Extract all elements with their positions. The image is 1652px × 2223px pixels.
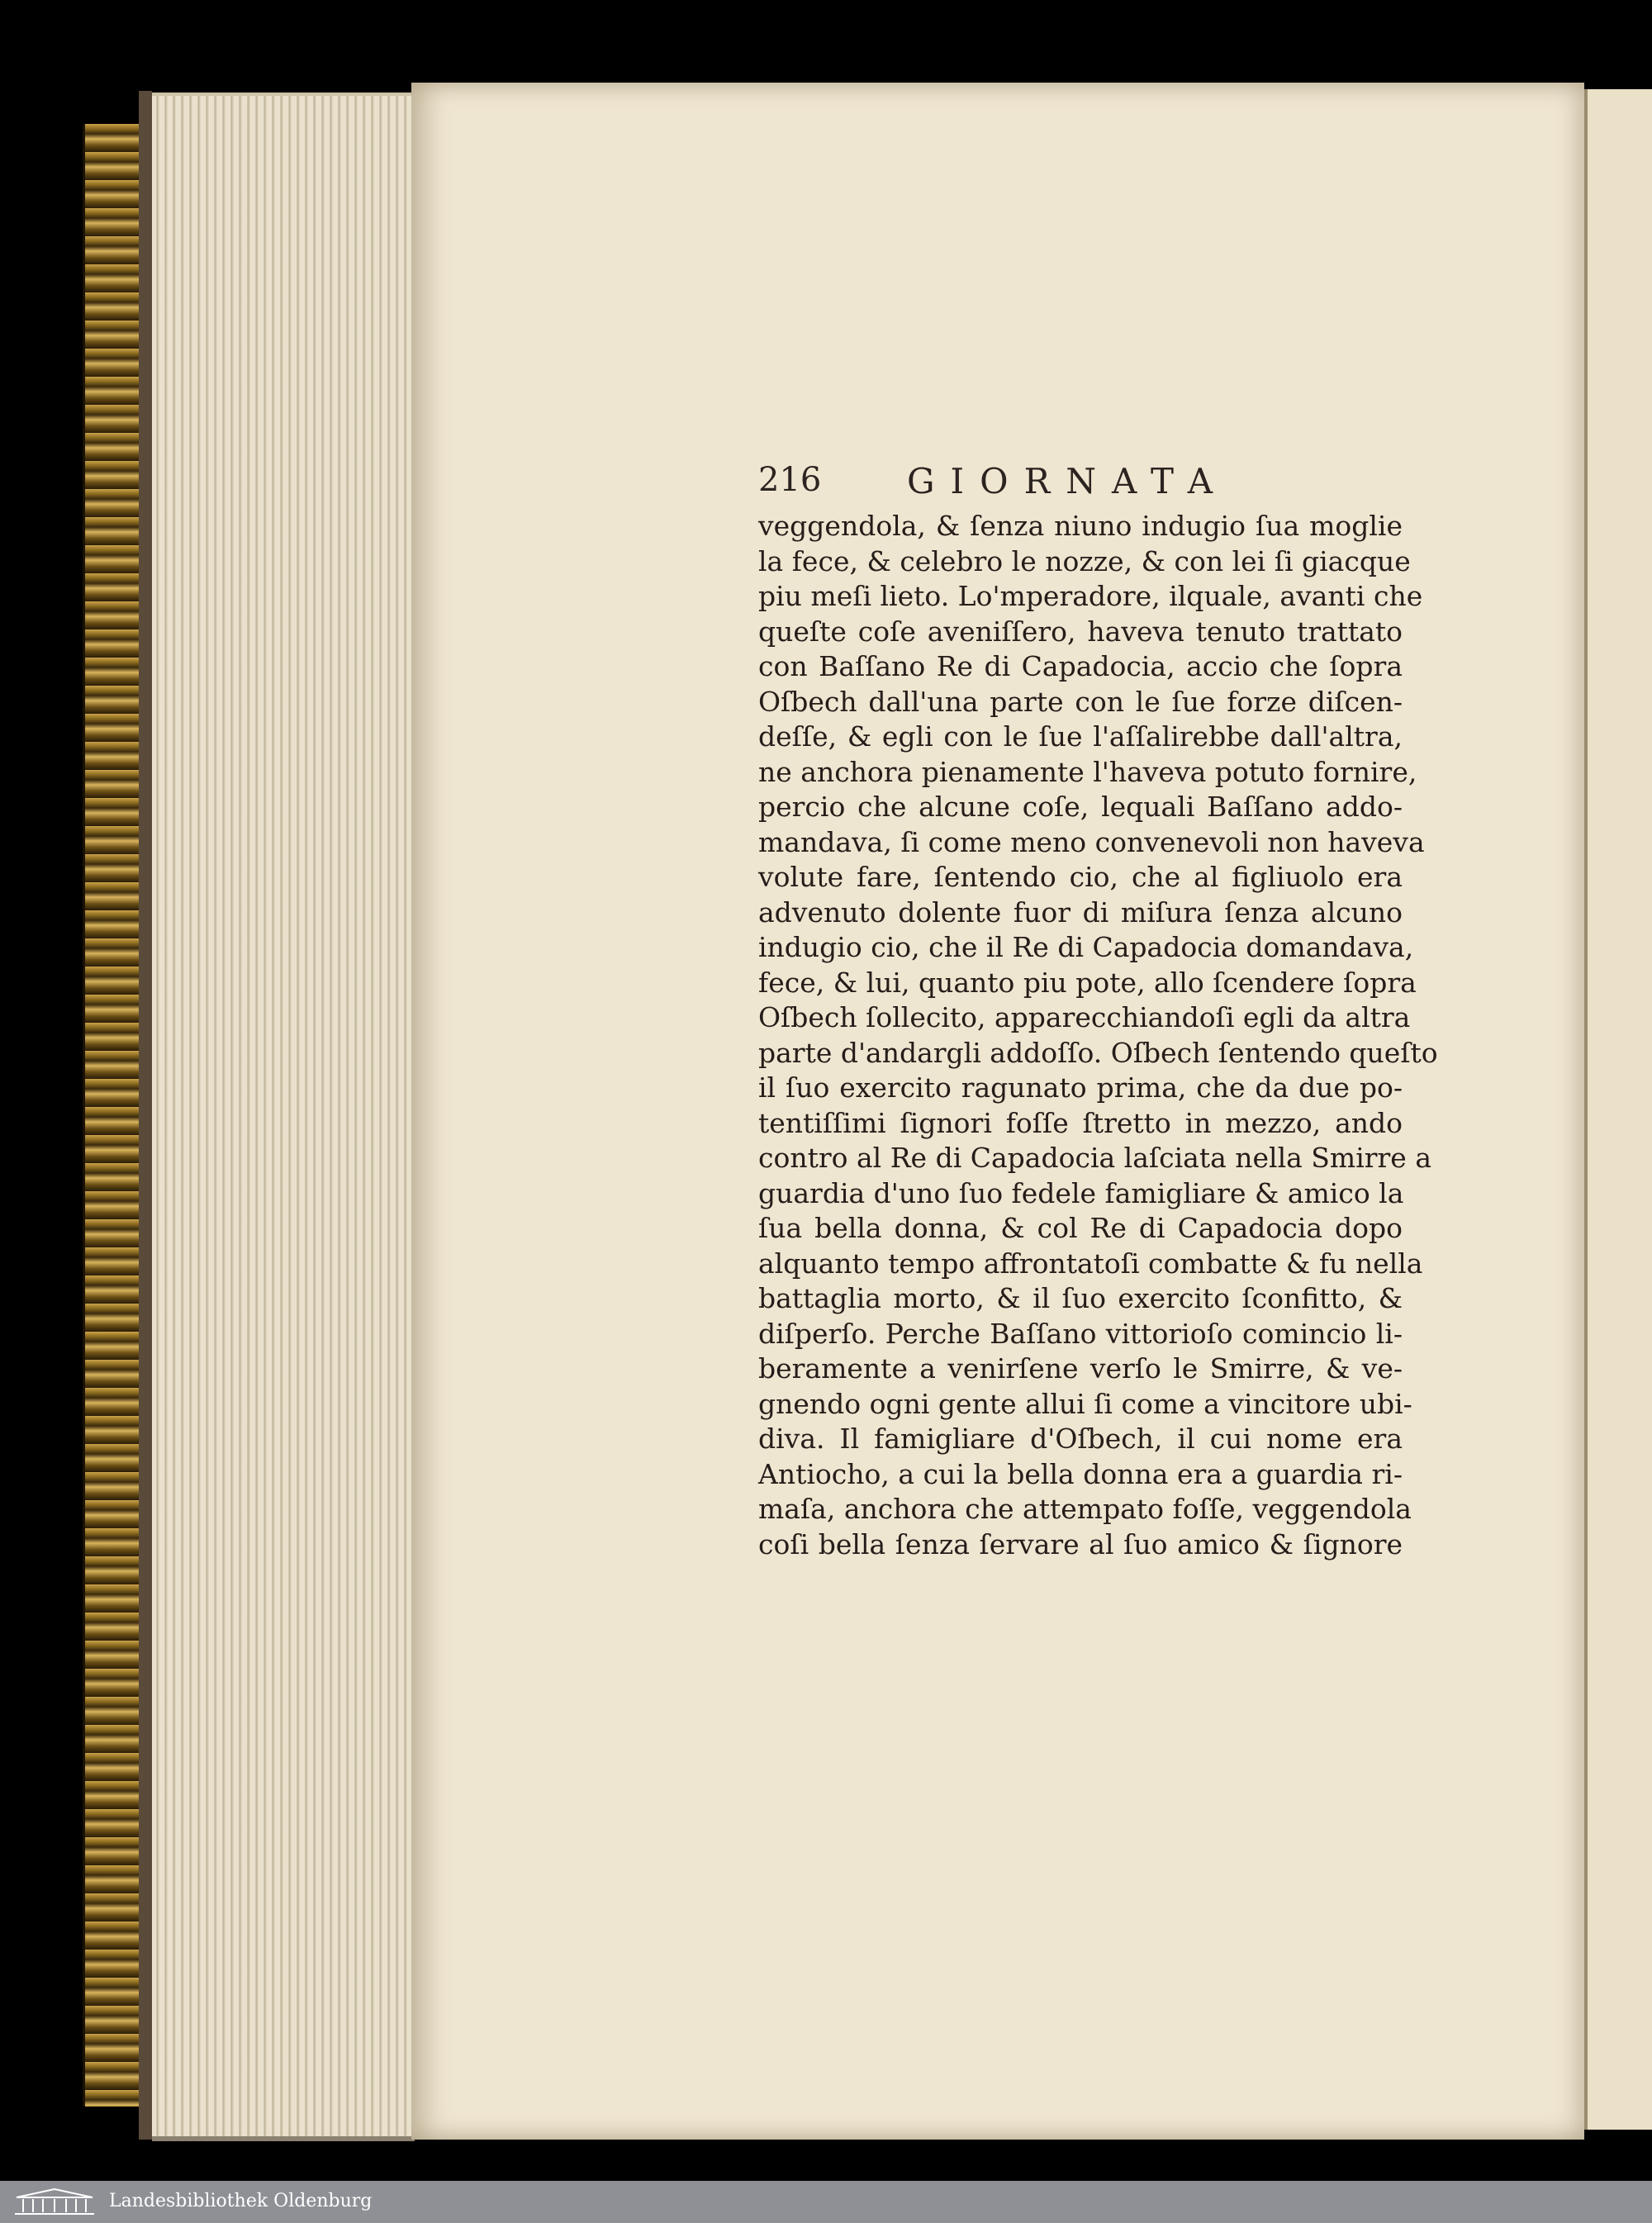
text-line: Oſbech dall'una parte con le ſue forze diſcen- — [758, 685, 1403, 718]
text-line: Oſbech ſollecito, apparecchiandoſi egli da altra — [758, 1001, 1411, 1033]
text-line: tentiſſimi ſignori foſſe ſtretto in mezzo, ando — [758, 1106, 1403, 1139]
text-line: ne anchora pienamente l'haveva potuto fornire, — [758, 755, 1417, 788]
text-line: advenuto dolente fuor di miſura ſenza alcuno — [758, 895, 1403, 929]
footer-bar — [0, 2181, 1652, 2223]
text-line: ſua bella donna, & col Re di Capadocia dopo — [758, 1212, 1403, 1244]
text-line: gnendo ogni gente allui ſi come a vincitore ubi- — [758, 1387, 1412, 1420]
text-line: parte d'andargli addoſſo. Oſbech ſentendo queſto — [758, 1036, 1438, 1069]
text-line: mandava, ſi come meno convenevoli non haveva — [758, 825, 1425, 858]
facing-page-edge — [1584, 89, 1652, 2130]
text-line: il ſuo exercito ragunato prima, che da due po- — [758, 1071, 1403, 1104]
text-line: indugio cio, che il Re di Capadocia domandava, — [758, 931, 1414, 963]
text-line: Antiocho, a cui la bella donna era a guardia ri- — [758, 1457, 1403, 1490]
text-line: guardia d'uno ſuo fedele famigliare & amico la — [758, 1176, 1404, 1209]
text-line: diva. Il famigliare d'Oſbech, il cui nome era — [758, 1423, 1403, 1455]
text-line: volute fare, ſentendo cio, che al figliuolo era — [758, 861, 1403, 893]
page-edges — [152, 93, 415, 2141]
text-line: coſi bella ſenza ſervare al ſuo amico & ſignore — [758, 1527, 1403, 1560]
page-header — [758, 461, 1419, 511]
text-line: diſperſo. Perche Baſſano vittorioſo comincio li- — [758, 1317, 1403, 1350]
text-line: percio che alcune coſe, lequali Baſſano addo- — [758, 791, 1403, 823]
text-line: contro al Re di Capadocia laſciata nella Smirre a — [758, 1142, 1431, 1174]
text-line: la fece, & celebro le nozze, & con lei ſi giacque — [758, 544, 1411, 577]
text-line: con Baſſano Re di Capadocia, accio che ſopra — [758, 650, 1403, 682]
spine-edge — [139, 91, 152, 2140]
library-building-icon — [13, 2187, 96, 2216]
running-head: GIORNATA — [907, 461, 1229, 501]
text-line: fece, & lui, quanto piu pote, allo ſcendere ſopra — [758, 966, 1417, 999]
body-text — [758, 509, 1438, 1562]
text-line: queſte coſe aveniſſero, haveva tenuto trattato — [758, 615, 1403, 648]
text-line: maſa, anchora che attempato foſſe, veggendola — [758, 1493, 1412, 1525]
text-line: alquanto tempo affrontatoſi combatte & fu nella — [758, 1247, 1423, 1280]
library-name: Landesbibliothek Oldenburg — [109, 2191, 373, 2211]
text-line: piu meſi lieto. Lo'mperadore, ilquale, avanti che — [758, 580, 1423, 612]
book-spine — [83, 124, 144, 2107]
text-line: battaglia morto, & il ſuo exercito ſconfitto, & — [758, 1282, 1403, 1314]
page-number: 216 — [758, 461, 822, 499]
text-line: beramente a venirſene verſo le Smirre, & ve- — [758, 1352, 1403, 1385]
text-line: deſſe, & egli con le ſue l'aſſalirebbe dall'altra, — [758, 720, 1403, 753]
text-line: veggendola, & ſenza niuno indugio ſua moglie — [758, 510, 1403, 542]
